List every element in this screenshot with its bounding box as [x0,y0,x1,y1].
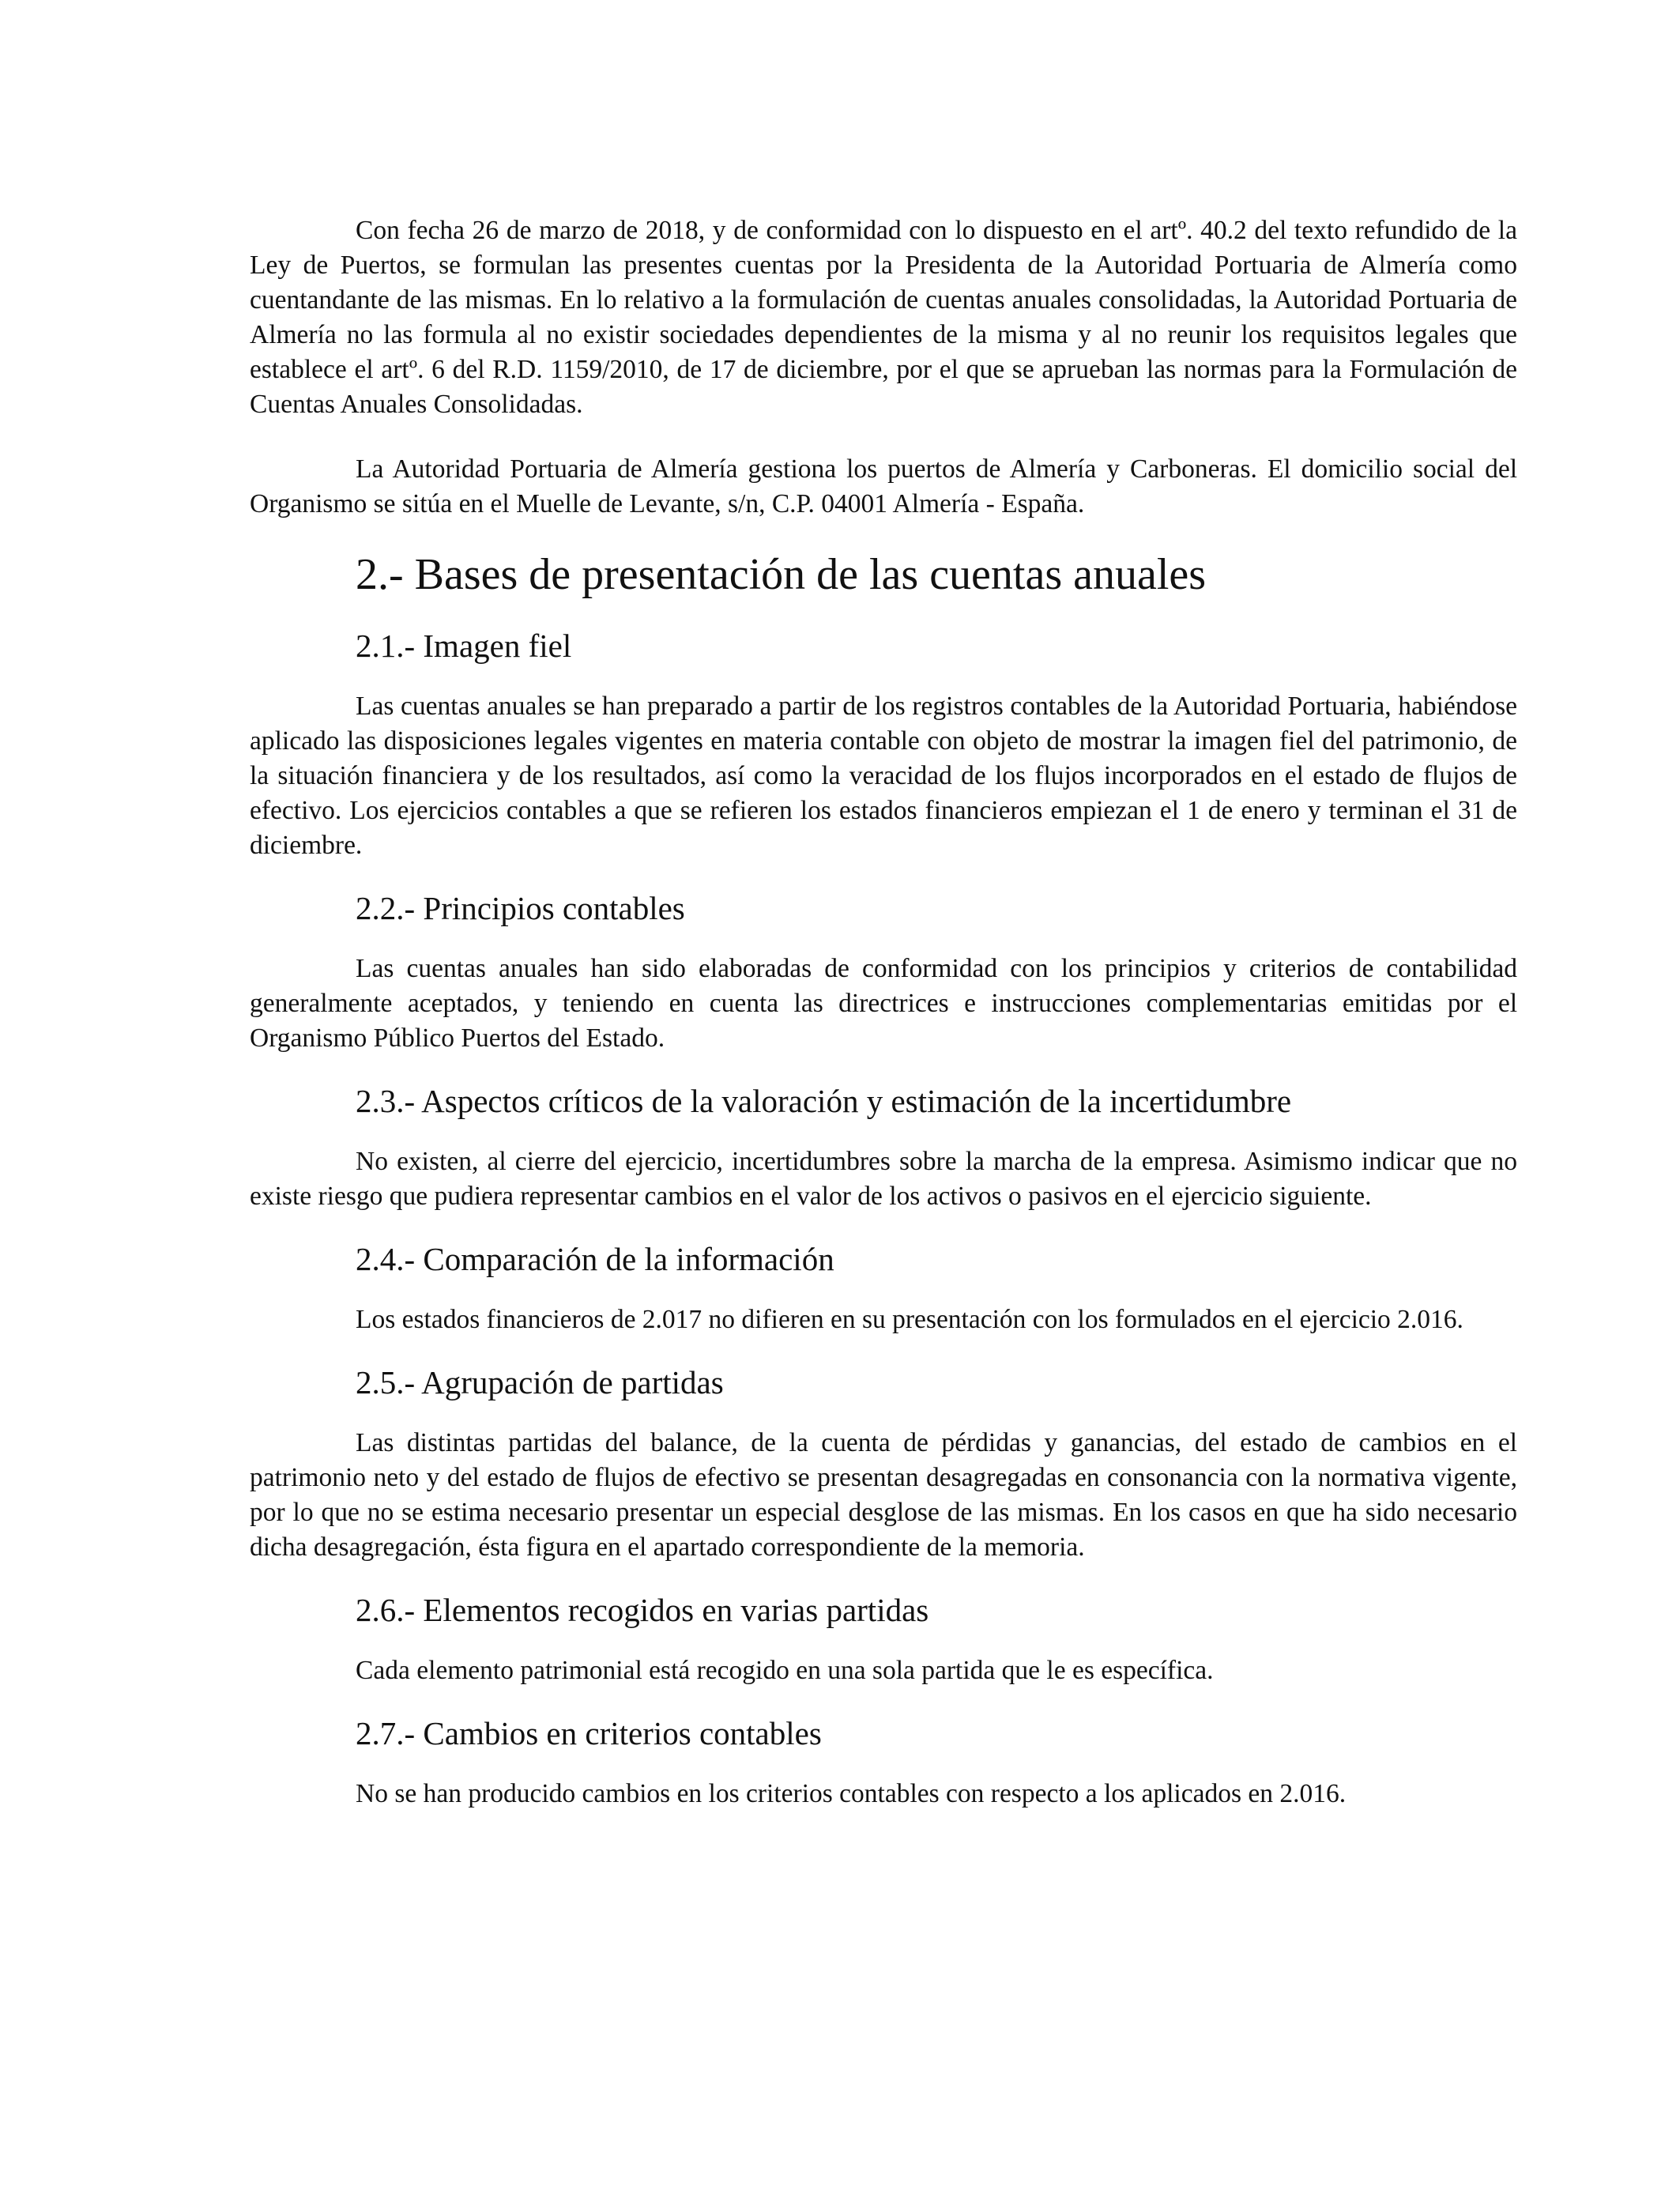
section-2-title: 2.- Bases de presentación de las cuentas anuales [356,550,1207,599]
subsection-2-1-title: 2.1.- Imagen fiel [356,628,572,664]
intro-paragraph-2: La Autoridad Portuaria de Almería gestiona los puertos de Almería y Carboneras. El domicilio social del Organismo se sitúa en el Muelle de Levante, s/n, C.P. 04001 Almería - España. [250,454,1517,518]
subsection-2-4-title: 2.4.- Comparación de la información [356,1241,834,1277]
subsection-2-6-body: Cada elemento patrimonial está recogido en una sola partida que le es específica. [356,1656,1214,1685]
subsection-2-1-body: Las cuentas anuales se han preparado a partir de los registros contables de la Autoridad Portuaria, habiéndose aplicado las disposiciones legales vigentes en materia contable con objeto de mostrar la imagen fiel del patrimonio, de la situación financiera y de los resultados, así como la veracidad de los flujos incorporados en el estado de flujos de efectivo. Los ejercicios contables a que se refieren los estados financieros empiezan el 1 de enero y terminan el 31 de diciembre. [250,692,1517,860]
subsection-2-6-title: 2.6.- Elementos recogidos en varias partidas [356,1592,929,1628]
subsection-2-7-title: 2.7.- Cambios en criterios contables [356,1715,822,1751]
document-page [250,213,1517,1811]
subsection-2-7-body: No se han producido cambios en los criterios contables con respecto a los aplicados en 2.016. [356,1779,1347,1808]
subsection-2-5-body: Las distintas partidas del balance, de la cuenta de pérdidas y ganancias, del estado de cambios en el patrimonio neto y del estado de flujos de efectivo se presentan desagregadas en consonancia con la normativa vigente, por lo que no se estima necesario presentar un especial desglose de las mismas. En los casos en que ha sido necesario dicha desagregación, ésta figura en el apartado correspondiente de la memoria. [250,1428,1517,1562]
subsection-2-2-body: Las cuentas anuales han sido elaboradas de conformidad con los principios y criterios de contabilidad generalmente aceptados, y teniendo en cuenta las directrices e instrucciones complementarias emitidas por el Organismo Público Puertos del Estado. [250,954,1517,1053]
subsection-2-5-title: 2.5.- Agrupación de partidas [356,1364,724,1400]
subsection-2-3-body: No existen, al cierre del ejercicio, incertidumbres sobre la marcha de la empresa. Asimismo indicar que no existe riesgo que pudiera representar cambios en el valor de los activos o pasivos en el ejercicio siguiente. [250,1147,1517,1211]
subsection-2-3-title: 2.3.- Aspectos críticos de la valoración y estimación de la incertidumbre [356,1083,1292,1119]
intro-paragraph-1: Con fecha 26 de marzo de 2018, y de conformidad con lo dispuesto en el artº. 40.2 del texto refundido de la Ley de Puertos, se formulan las presentes cuentas por la Presidenta de la Autoridad Portuaria de Almería como cuentandante de las mismas. En lo relativo a la formulación de cuentas anuales consolidadas, la Autoridad Portuaria de Almería no las formula al no existir sociedades dependientes de la misma y al no reunir los requisitos legales que establece el artº. 6 del R.D. 1159/2010, de 17 de diciembre, por el que se aprueban las normas para la Formulación de Cuentas Anuales Consolidadas. [250,216,1517,419]
subsection-2-4-body: Los estados financieros de 2.017 no difieren en su presentación con los formulados en el ejercicio 2.016. [356,1305,1463,1334]
subsection-2-2-title: 2.2.- Principios contables [356,890,685,926]
